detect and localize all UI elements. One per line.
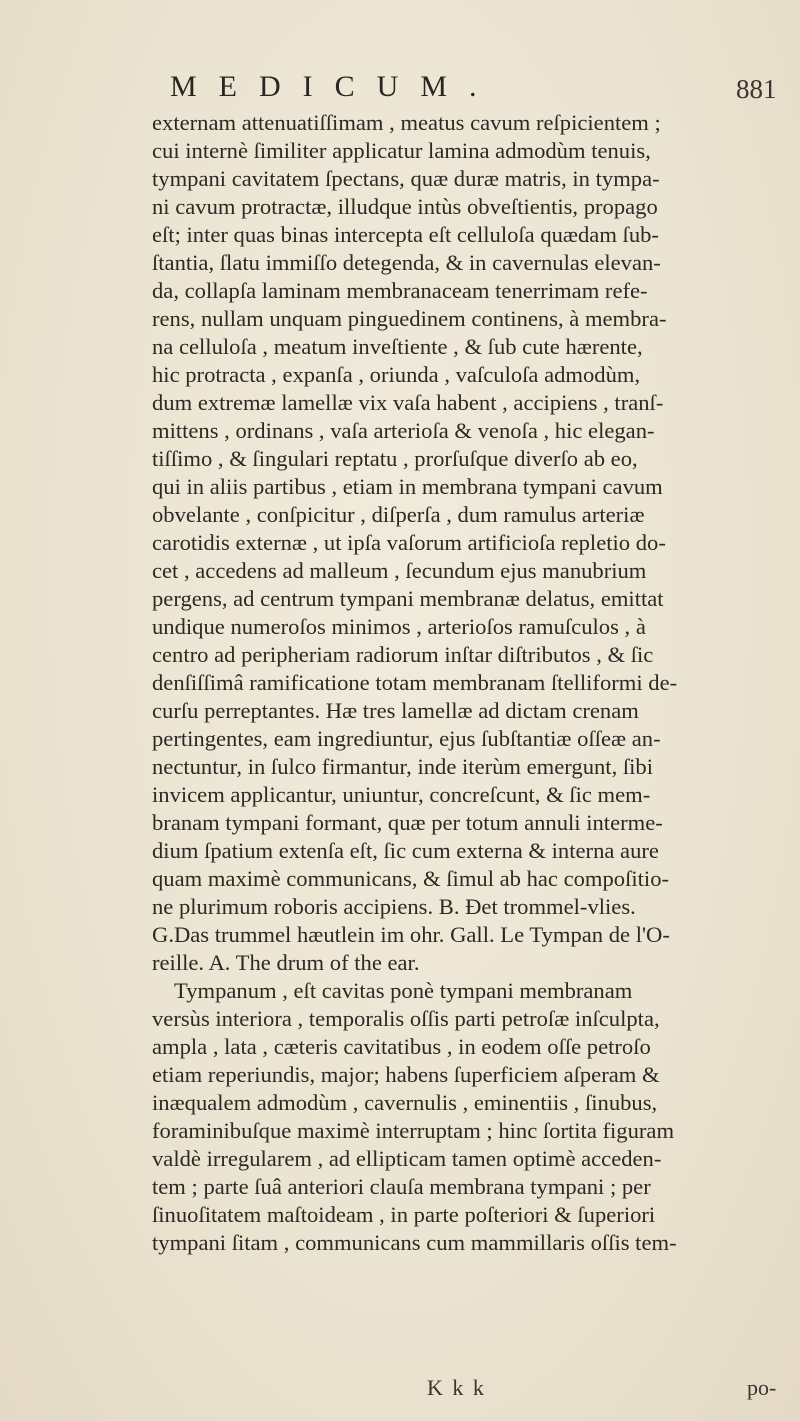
text-line: dum extremæ lamellæ vix vaſa habent , accipiens , tranſ- (152, 390, 664, 415)
text-line: externam attenuatiſſimam , meatus cavum reſpicientem ; (152, 110, 661, 135)
text-line: pertingentes, eam ingrediuntur, ejus ſubſtantiæ oſſeæ an- (152, 726, 661, 751)
text-line: carotidis externæ , ut ipſa vaſorum artificioſa repletio do- (152, 530, 666, 555)
text-line: dium ſpatium extenſa eſt, ſic cum externa & interna aure (152, 838, 659, 863)
text-line: qui in aliis partibus , etiam in membrana tympani cavum (152, 474, 663, 499)
text-line: nectuntur, in ſulco firmantur, inde iterùm emergunt, ſibi (152, 754, 653, 779)
text-line: pergens, ad centrum tympani membranæ delatus, emittat (152, 586, 664, 611)
text-line: inæqualem admodùm , cavernulis , eminentiis , ſinubus, (152, 1090, 658, 1115)
text-line: centro ad peripheriam radiorum inſtar diſtributos , & ſic (152, 642, 654, 667)
text-line: quam maximè communicans, & ſimul ab hac compoſitio- (152, 866, 670, 891)
text-line: branam tympani formant, quæ per totum annuli interme- (152, 810, 663, 835)
running-title: MEDICUM. (170, 70, 499, 103)
text-line: mittens , ordinans , vaſa arterioſa & venoſa , hic elegan- (152, 418, 655, 443)
text-line: versùs interiora , temporalis oſſis parti petroſæ inſculpta, (152, 1006, 660, 1031)
text-line: curſu perreptantes. Hæ tres lamellæ ad dictam crenam (152, 698, 639, 723)
text-line: ni cavum protractæ, illudque intùs obveſtientis, propago (152, 194, 658, 219)
text-line: obvelante , conſpicitur , diſperſa , dum ramulus arteriæ (152, 502, 645, 527)
text-line: da, collapſa laminam membranaceam tenerrimam refe- (152, 278, 648, 303)
text-line: Tympanum , eſt cavitas ponè tympani membranam (174, 978, 633, 1003)
text-line: foraminibuſque maximè interruptam ; hinc ſortita figuram (152, 1118, 675, 1143)
text-line: na celluloſa , meatum inveſtiente , & ſub cute hærente, (152, 334, 643, 359)
text-line: cui internè ſimiliter applicatur lamina admodùm tenuis, (152, 138, 651, 163)
text-line: eſt; inter quas binas intercepta eſt celluloſa quædam ſub- (152, 222, 659, 247)
text-line: tympani cavitatem ſpectans, quæ duræ matris, in tympa- (152, 166, 660, 191)
text-line: reille. A. The drum of the ear. (152, 950, 420, 975)
text-line: cet , accedens ad malleum , ſecundum ejus manubrium (152, 558, 647, 583)
page-footer (0, 1375, 800, 1405)
running-head (0, 70, 800, 110)
text-line: ne plurimum roboris accipiens. B. Ðet trommel-vlies. (152, 894, 636, 919)
text-line: tem ; parte ſuâ anteriori clauſa membrana tympani ; per (152, 1174, 651, 1199)
text-line: hic protracta , expanſa , oriunda , vaſculoſa admodùm, (152, 362, 641, 387)
text-line: tiſſimo , & ſingulari reptatu , prorſuſque diverſo ab eo, (152, 446, 638, 471)
text-line: etiam reperiundis, major; habens ſuperficiem aſperam & (152, 1062, 660, 1087)
text-line: denſiſſimâ ramificatione totam membranam ſtelliformi de- (152, 670, 678, 695)
text-line: invicem applicantur, uniuntur, concreſcunt, & ſic mem- (152, 782, 651, 807)
text-line: G.Das trummel hæutlein im ohr. Gall. Le Tympan de l'O- (152, 922, 670, 947)
text-line: undique numeroſos minimos , arterioſos ramuſculos , à (152, 614, 646, 639)
catchword: po- (747, 1375, 777, 1400)
text-line: valdè irregularem , ad ellipticam tamen optimè acceden- (152, 1146, 662, 1171)
text-line: ampla , lata , cæteris cavitatibus , in eodem oſſe petroſo (152, 1034, 651, 1059)
text-line: rens, nullam unquam pinguedinem continens, à membra- (152, 306, 667, 331)
text-line: ſtantia, ſlatu immiſſo detegenda, & in cavernulas elevan- (152, 250, 661, 275)
signature-mark: K k k (427, 1375, 486, 1400)
page-number: 881 (736, 74, 777, 104)
text-line: tympani ſitam , communicans cum mammillaris oſſis tem- (152, 1230, 677, 1255)
text-line: ſinuoſitatem maſtoideam , in parte poſteriori & ſuperiori (152, 1202, 656, 1227)
